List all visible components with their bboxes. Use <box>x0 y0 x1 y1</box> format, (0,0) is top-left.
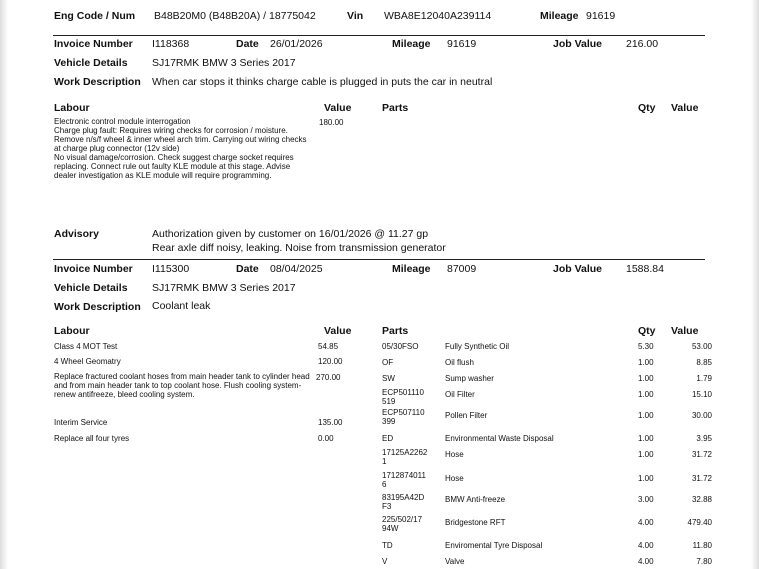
part-value: 31.72 <box>691 450 712 459</box>
labour-value-header: Value <box>324 102 352 114</box>
invoice-number: I115300 <box>152 263 190 275</box>
parts-value-header: Value <box>671 325 699 337</box>
part-code: 225/502/17 94W <box>382 515 423 533</box>
part-value: 7.80 <box>696 557 712 566</box>
vin-label: Vin <box>347 10 364 22</box>
part-desc: BMW Anti-freeze <box>445 495 506 504</box>
labour-row-value: 135.00 <box>318 418 343 427</box>
labour-value: 180.00 <box>319 118 344 127</box>
job-value: 216.00 <box>626 38 659 50</box>
invoice-divider <box>53 35 705 36</box>
invoice-number-label: Invoice Number <box>54 263 133 275</box>
job-value: 1588.84 <box>626 263 664 275</box>
part-desc: Sump washer <box>445 374 494 383</box>
part-code: SW <box>382 374 395 383</box>
part-value: 1.79 <box>696 374 712 383</box>
mileage-label: Mileage <box>540 10 579 22</box>
labour-header: Labour <box>54 325 90 337</box>
part-code: TD <box>382 541 393 550</box>
part-code: V <box>382 557 388 566</box>
part-qty: 1.00 <box>638 390 654 399</box>
invoice-mileage-label: Mileage <box>392 263 431 275</box>
qty-header: Qty <box>638 325 656 337</box>
vehicle-details-label: Vehicle Details <box>54 282 128 294</box>
job-value-label: Job Value <box>553 38 603 50</box>
work-description-label: Work Description <box>54 301 141 313</box>
advisory-line: Authorization given by customer on 16/01/2026 @ 11.27 gp <box>152 228 429 240</box>
part-desc: Valve <box>445 557 465 566</box>
invoice-divider <box>53 259 705 260</box>
labour-row-desc: Replace fractured coolant hoses from main header tank to cylinder head and from main header tank to top coolant hose. Flush cooling system-renew antifreeze, bleed cooling system. <box>54 372 310 399</box>
page-shadow-right <box>751 0 759 569</box>
part-value: 15.10 <box>691 390 712 399</box>
vehicle-details: SJ17RMK BMW 3 Series 2017 <box>152 282 296 294</box>
date-label: Date <box>236 263 259 275</box>
part-qty: 1.00 <box>638 450 654 459</box>
invoice-date: 08/04/2025 <box>270 263 323 275</box>
parts-header: Parts <box>382 102 409 114</box>
invoice-mileage: 87009 <box>447 263 477 275</box>
invoice-mileage: 91619 <box>447 38 477 50</box>
invoice-number-label: Invoice Number <box>54 38 133 50</box>
invoice-mileage-label: Mileage <box>392 38 431 50</box>
labour-row-value: 270.00 <box>316 373 341 382</box>
job-value-label: Job Value <box>553 263 603 275</box>
part-value: 11.80 <box>692 541 712 550</box>
work-description: When car stops it thinks charge cable is plugged in puts the car in neutral <box>152 76 493 88</box>
part-code: 05/30FSO <box>382 342 419 351</box>
vehicle-details-label: Vehicle Details <box>54 57 128 69</box>
part-value: 31.72 <box>691 474 712 483</box>
mileage-value: 91619 <box>586 10 616 22</box>
part-code: 83195A42D F3 <box>382 493 425 511</box>
part-code: 17125A2262 1 <box>382 448 428 466</box>
part-value: 3.95 <box>696 434 712 443</box>
part-code: ECP507110 399 <box>382 408 425 426</box>
part-qty: 5.30 <box>638 342 654 351</box>
part-code: 1712874011 6 <box>382 471 426 489</box>
part-code: ECP501110 519 <box>382 388 424 406</box>
qty-header: Qty <box>638 102 656 114</box>
labour-row-desc: 4 Wheel Geomatry <box>54 357 121 366</box>
part-qty: 4.00 <box>638 518 654 527</box>
part-qty: 3.00 <box>638 495 654 504</box>
labour-row-value: 54.85 <box>318 342 339 351</box>
part-qty: 1.00 <box>638 374 654 383</box>
labour-row-desc: Interim Service <box>54 418 108 427</box>
part-value: 30.00 <box>691 411 712 420</box>
page-shadow-left <box>0 0 8 569</box>
part-desc: Bridgestone RFT <box>445 518 506 527</box>
labour-row-desc: Class 4 MOT Test <box>54 342 118 351</box>
part-desc: Enviromental Tyre Disposal <box>445 541 543 550</box>
part-value: 32.88 <box>691 495 712 504</box>
vin-value: WBA8E12040A239114 <box>384 10 492 22</box>
part-desc: Hose <box>445 450 464 459</box>
parts-value-header: Value <box>671 102 699 114</box>
invoice-date: 26/01/2026 <box>270 38 323 50</box>
part-qty: 4.00 <box>638 541 654 550</box>
part-qty: 4.00 <box>638 557 654 566</box>
part-desc: Hose <box>445 474 464 483</box>
labour-row-value: 120.00 <box>318 357 343 366</box>
eng-code-label: Eng Code / Num <box>54 10 136 22</box>
part-desc: Fully Synthetic Oil <box>445 342 510 351</box>
part-qty: 1.00 <box>638 411 654 420</box>
part-value: 479.40 <box>687 518 712 527</box>
labour-value-header: Value <box>324 325 352 337</box>
part-desc: Pollen Filter <box>445 411 488 420</box>
part-code: OF <box>382 358 394 367</box>
part-code: ED <box>382 434 394 443</box>
part-qty: 1.00 <box>638 434 654 443</box>
vehicle-details: SJ17RMK BMW 3 Series 2017 <box>152 57 296 69</box>
part-desc: Oil flush <box>445 358 474 367</box>
work-description: Coolant leak <box>152 300 211 312</box>
eng-code-value: B48B20M0 (B48B20A) / 18775042 <box>154 10 316 22</box>
part-desc: Environmental Waste Disposal <box>445 434 554 443</box>
advisory-line: Rear axle diff noisy, leaking. Noise from transmission generator <box>152 242 446 254</box>
labour-header: Labour <box>54 102 90 114</box>
date-label: Date <box>236 38 259 50</box>
advisory-label: Advisory <box>54 228 99 240</box>
part-value: 8.85 <box>696 358 712 367</box>
parts-header: Parts <box>382 325 409 337</box>
labour-row-value: 0.00 <box>318 434 334 443</box>
labour-description: Electronic control module interrogation Charge plug fault: Requires wiring checks for corrosion / moisture. Remove n/s/f wheel & inner wheel arch trim. Carrying out wiring checks at charge plug connector (12v side) No visual damage/corrosion. Check suggest charge socket requires replacing. Connect rule out faulty KLE module at this stage. Advise dealer investigation as KLE module will require programming. <box>54 117 307 180</box>
part-qty: 1.00 <box>638 358 654 367</box>
invoice-number: I118368 <box>152 38 190 50</box>
part-value: 53.00 <box>691 342 712 351</box>
labour-row-desc: Replace all four tyres <box>54 434 130 443</box>
part-qty: 1.00 <box>638 474 654 483</box>
work-description-label: Work Description <box>54 76 141 88</box>
part-desc: Oil Filter <box>445 390 475 399</box>
